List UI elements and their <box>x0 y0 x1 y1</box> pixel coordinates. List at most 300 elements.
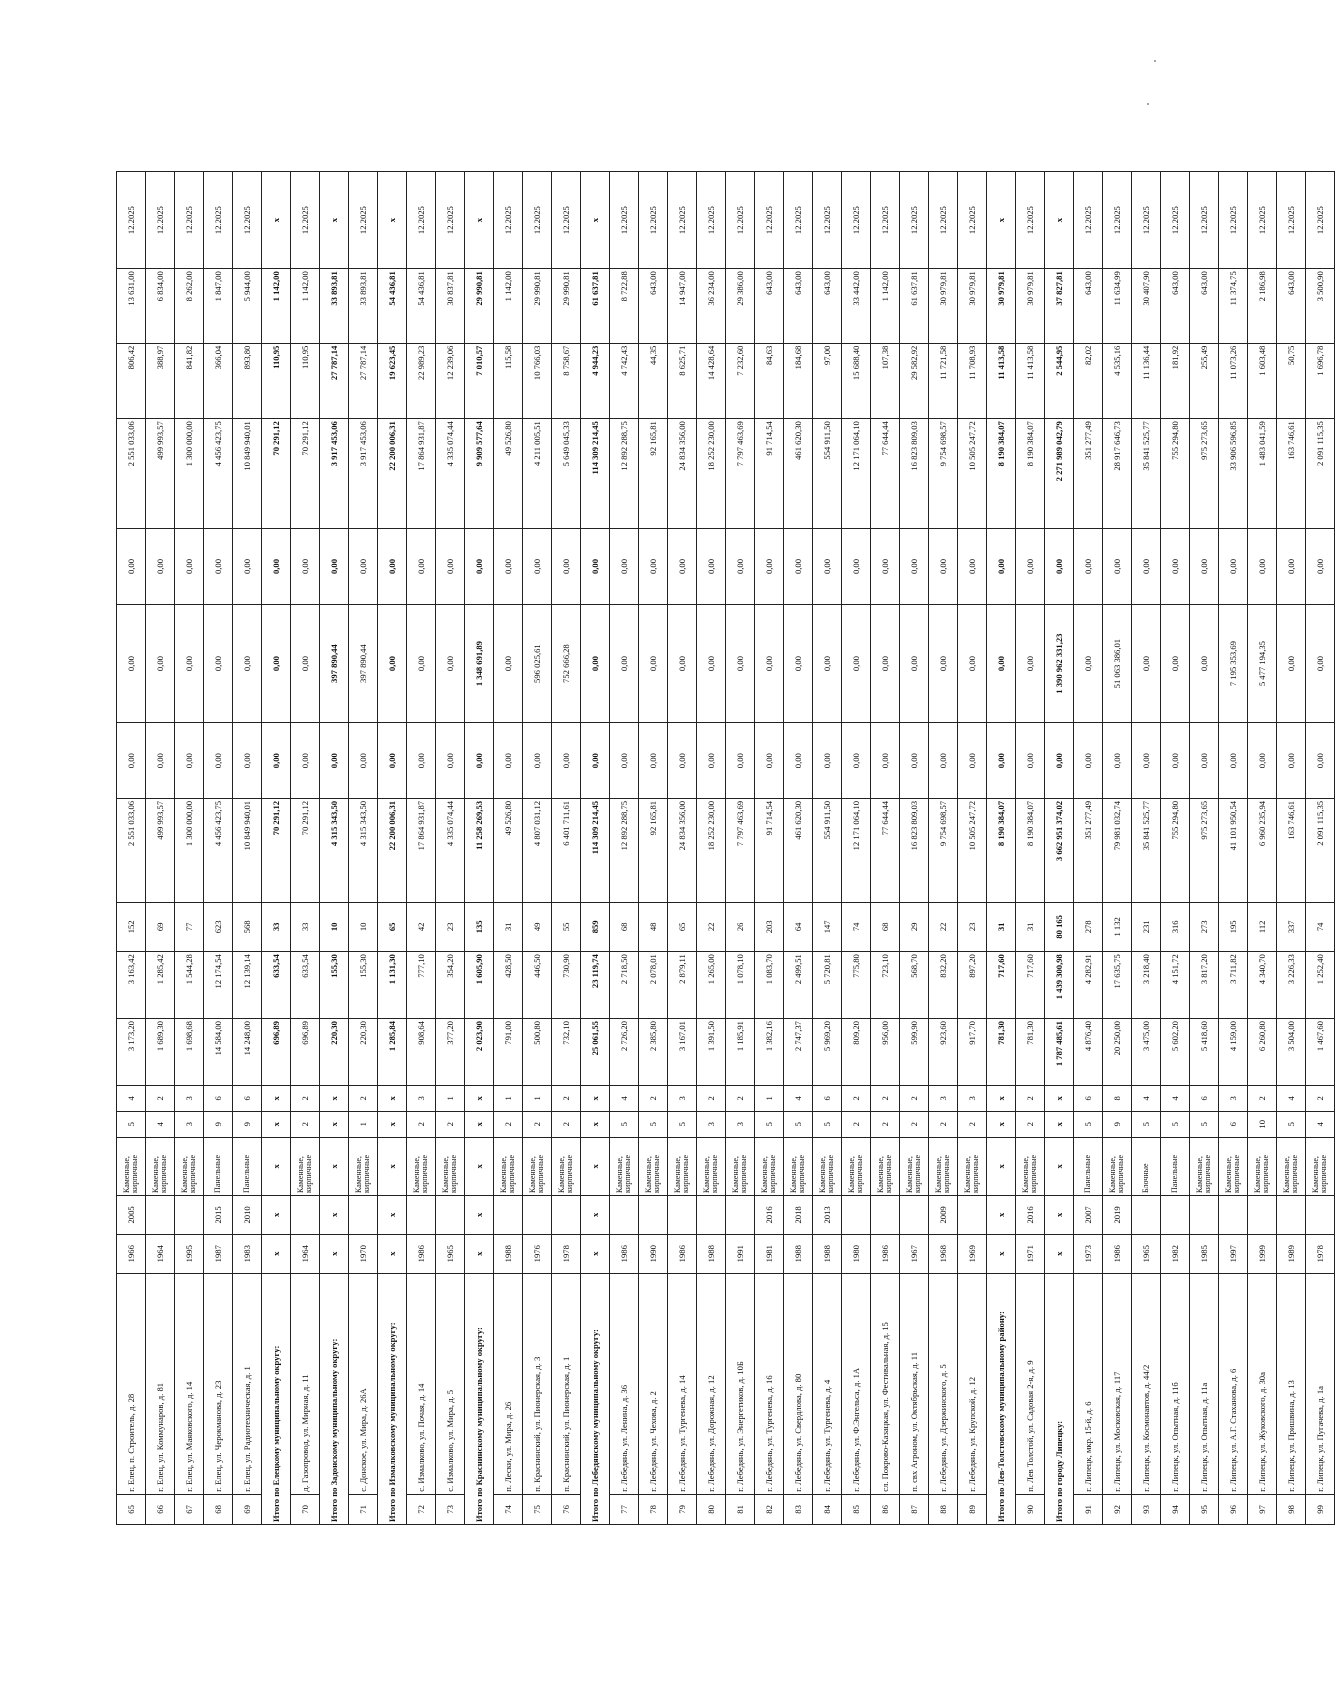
cell-material: Каменные, кирпичные <box>146 1137 175 1195</box>
cell-living-area: 4 340,70 <box>1248 952 1277 1019</box>
cell-residents: 31 <box>494 902 523 952</box>
cell-year-overhaul <box>871 1195 900 1234</box>
cell-limit-m2: 61 637,81 <box>900 269 929 343</box>
cell-fund: 0,00 <box>494 723 523 799</box>
cell-residents: 69 <box>146 902 175 952</box>
cell-limit-m2: 643,00 <box>755 269 784 343</box>
cell-municipal: 0,00 <box>1277 529 1306 605</box>
cell-no: 92 <box>1103 1494 1132 1524</box>
cell-fund: 0,00 <box>639 723 668 799</box>
cell-cost-m2: 4 944,23 <box>581 343 610 419</box>
cell-residents: 231 <box>1132 902 1161 952</box>
cell-fund: 0,00 <box>784 723 813 799</box>
cell-address: сл. Покрово-Казацкая, ул. Фестивальная, д. 15 <box>871 1273 900 1494</box>
cell-no: 73 <box>436 1494 465 1524</box>
table-row <box>117 172 146 1525</box>
cell-regional: 0,00 <box>755 604 784 723</box>
cell-year-built: 1976 <box>523 1234 552 1273</box>
cell-floors: х <box>465 1111 494 1137</box>
table-row <box>1074 172 1103 1525</box>
cell-floors: 4 <box>1306 1111 1335 1137</box>
cell-deadline: 12.2025 <box>1103 172 1132 269</box>
cell-floors: 2 <box>900 1111 929 1137</box>
cell-owners: 10 849 940,01 <box>233 419 262 529</box>
cell-entrances: 1 <box>755 1085 784 1111</box>
cell-total-area: 696,89 <box>262 1019 291 1086</box>
cell-fund: 0,00 <box>842 723 871 799</box>
cell-total-area: 781,30 <box>1016 1019 1045 1086</box>
cell-entrances: 2 <box>697 1085 726 1111</box>
cell-material: Каменные, кирпичные <box>407 1137 436 1195</box>
cell-municipal: 0,00 <box>697 529 726 605</box>
cell-year-built: 1965 <box>436 1234 465 1273</box>
cell-entrances: 2 <box>842 1085 871 1111</box>
cell-regional: 0,00 <box>1132 604 1161 723</box>
table-row <box>552 172 581 1525</box>
cell-deadline: 12.2025 <box>1074 172 1103 269</box>
cell-address: д. Газопровод, ул. Мирная, д. 11 <box>291 1273 320 1494</box>
cell-deadline: 12.2025 <box>552 172 581 269</box>
table-row <box>1161 172 1190 1525</box>
cell-limit-m2: 30 407,90 <box>1132 269 1161 343</box>
cell-deadline: х <box>581 172 610 269</box>
cell-cost-m2: 1 696,78 <box>1306 343 1335 419</box>
cell-regional: 0,00 <box>639 604 668 723</box>
cell-year-built: 1991 <box>726 1234 755 1273</box>
cell-entrances: х <box>987 1085 1016 1111</box>
cell-municipal: 0,00 <box>436 529 465 605</box>
cell-year-overhaul: х <box>581 1195 610 1234</box>
cell-total-area: 377,20 <box>436 1019 465 1086</box>
cell-regional: 0,00 <box>117 604 146 723</box>
cell-material: Каменные, кирпичные <box>552 1137 581 1195</box>
cell-year-overhaul: 2010 <box>233 1195 262 1234</box>
cell-owners: 7 797 463,69 <box>726 419 755 529</box>
cell-owners: 755 294,80 <box>1161 419 1190 529</box>
cell-material: Каменные, кирпичные <box>929 1137 958 1195</box>
cell-fund: 0,00 <box>1074 723 1103 799</box>
cell-municipal: 0,00 <box>1016 529 1045 605</box>
cell-cost-total: 11 258 269,53 <box>465 798 494 902</box>
cell-deadline: 12.2025 <box>813 172 842 269</box>
cell-living-area: 1 252,40 <box>1306 952 1335 1019</box>
cell-limit-m2: 1 142,00 <box>494 269 523 343</box>
cell-total-area: 2 747,37 <box>784 1019 813 1086</box>
cell-fund: 0,00 <box>1277 723 1306 799</box>
cell-fund: 0,00 <box>668 723 697 799</box>
cell-year-overhaul: 2018 <box>784 1195 813 1234</box>
cell-material: Каменные, кирпичные <box>494 1137 523 1195</box>
cell-entrances: 2 <box>1306 1085 1335 1111</box>
cell-municipal: 0,00 <box>726 529 755 605</box>
cell-living-area: 717,60 <box>1016 952 1045 1019</box>
cell-regional: 7 195 353,69 <box>1219 604 1248 723</box>
cell-year-built: 1986 <box>871 1234 900 1273</box>
cell-material: Каменные, кирпичные <box>668 1137 697 1195</box>
cell-year-overhaul: 2015 <box>204 1195 233 1234</box>
cell-owners: 77 644,44 <box>871 419 900 529</box>
cell-year-built: х <box>1045 1234 1074 1273</box>
cell-cost-m2: 1 603,48 <box>1248 343 1277 419</box>
table-row <box>813 172 842 1525</box>
cell-year-built: 1985 <box>1190 1234 1219 1273</box>
cell-cost-total: 70 291,12 <box>262 798 291 902</box>
cell-fund: 0,00 <box>523 723 552 799</box>
cell-material: Блочные <box>1132 1137 1161 1195</box>
cell-year-built: 1989 <box>1277 1234 1306 1273</box>
cell-year-built: х <box>320 1234 349 1273</box>
cell-municipal: 0,00 <box>1161 529 1190 605</box>
subtotal-label: Итого по Краснинскому муниципальному округу: <box>465 1273 494 1524</box>
cell-no: 67 <box>175 1494 204 1524</box>
cell-living-area: 1 605,90 <box>465 952 494 1019</box>
cell-owners: 2 271 989 042,79 <box>1045 419 1074 529</box>
cell-year-overhaul <box>349 1195 378 1234</box>
cell-no: 86 <box>871 1494 900 1524</box>
table-row <box>1248 172 1277 1525</box>
cell-municipal: 0,00 <box>987 529 1016 605</box>
cell-total-area: 20 250,00 <box>1103 1019 1132 1086</box>
table-row <box>900 172 929 1525</box>
cell-cost-total: 70 291,12 <box>291 798 320 902</box>
cell-cost-m2: 7 232,60 <box>726 343 755 419</box>
subtotal-row <box>262 172 291 1525</box>
cell-no: 94 <box>1161 1494 1190 1524</box>
cell-fund: 0,00 <box>436 723 465 799</box>
cell-municipal: 0,00 <box>610 529 639 605</box>
cell-municipal: 0,00 <box>1219 529 1248 605</box>
cell-owners: 33 906 596,85 <box>1219 419 1248 529</box>
cell-floors: 2 <box>291 1111 320 1137</box>
cell-total-area: 3 173,20 <box>117 1019 146 1086</box>
cell-fund: 0,00 <box>117 723 146 799</box>
cell-deadline: 12.2025 <box>871 172 900 269</box>
cell-year-built: х <box>262 1234 291 1273</box>
cell-living-area: 717,60 <box>987 952 1016 1019</box>
cell-cost-m2: 27 787,14 <box>349 343 378 419</box>
table-row <box>842 172 871 1525</box>
cell-regional: 0,00 <box>175 604 204 723</box>
cell-no: 70 <box>291 1494 320 1524</box>
cell-cost-total: 91 714,54 <box>755 798 784 902</box>
cell-material: Каменные, кирпичные <box>1248 1137 1277 1195</box>
cell-entrances: 4 <box>784 1085 813 1111</box>
cell-cost-total: 10 849 940,01 <box>233 798 262 902</box>
cell-owners: 4 456 423,75 <box>204 419 233 529</box>
cell-cost-m2: 8 625,71 <box>668 343 697 419</box>
cell-year-overhaul <box>958 1195 987 1234</box>
cell-owners: 2 551 033,06 <box>117 419 146 529</box>
cell-residents: 77 <box>175 902 204 952</box>
cell-living-area: 1 083,70 <box>755 952 784 1019</box>
cell-municipal: 0,00 <box>813 529 842 605</box>
cell-year-built: 1978 <box>552 1234 581 1273</box>
cell-total-area: 1 391,50 <box>697 1019 726 1086</box>
cell-material: Каменные, кирпичные <box>436 1137 465 1195</box>
cell-address: г. Елец, п. Строитель, д. 28 <box>117 1273 146 1494</box>
subtotal-row <box>465 172 494 1525</box>
cell-entrances: х <box>378 1085 407 1111</box>
subtotal-label: Итого по Измалковскому муниципальному округу: <box>378 1273 407 1524</box>
cell-cost-m2: 22 989,23 <box>407 343 436 419</box>
table-row <box>697 172 726 1525</box>
cell-address: г. Елец, ул. Радиотехническая, д. 1 <box>233 1273 262 1494</box>
cell-no: 89 <box>958 1494 987 1524</box>
cell-owners: 24 834 356,00 <box>668 419 697 529</box>
subtotal-row <box>1045 172 1074 1525</box>
cell-entrances: 2 <box>900 1085 929 1111</box>
cell-address: г. Липецк, ул. Опытная, д. 11б <box>1161 1273 1190 1494</box>
cell-floors: 5 <box>1277 1111 1306 1137</box>
cell-entrances: 6 <box>1190 1085 1219 1111</box>
cell-entrances: 3 <box>668 1085 697 1111</box>
cell-cost-total: 8 190 384,07 <box>987 798 1016 902</box>
cell-municipal: 0,00 <box>262 529 291 605</box>
cell-material: Каменные, кирпичные <box>1103 1137 1132 1195</box>
cell-entrances: 3 <box>1219 1085 1248 1111</box>
cell-living-area: 730,90 <box>552 952 581 1019</box>
cell-regional: 5 477 194,35 <box>1248 604 1277 723</box>
cell-cost-m2: 110,95 <box>291 343 320 419</box>
cell-limit-m2: 14 947,00 <box>668 269 697 343</box>
table-row <box>1103 172 1132 1525</box>
subtotal-row <box>581 172 610 1525</box>
cell-limit-m2: 1 142,00 <box>291 269 320 343</box>
cell-municipal: 0,00 <box>233 529 262 605</box>
cell-total-area: 696,89 <box>291 1019 320 1086</box>
cell-floors: х <box>581 1111 610 1137</box>
cell-address: г. Елец, ул. Маяковского, д. 14 <box>175 1273 204 1494</box>
cell-total-area: 908,64 <box>407 1019 436 1086</box>
cell-floors: 3 <box>175 1111 204 1137</box>
scan-speck <box>1154 60 1156 62</box>
cell-living-area: 2 879,11 <box>668 952 697 1019</box>
cell-living-area: 2 078,01 <box>639 952 668 1019</box>
cell-deadline: 12.2025 <box>1161 172 1190 269</box>
cell-owners: 12 892 288,75 <box>610 419 639 529</box>
cell-fund: 0,00 <box>813 723 842 799</box>
cell-address: г. Лебедянь, ул. Тургенева, д. 16 <box>755 1273 784 1494</box>
cell-cost-total: 4 315 343,50 <box>320 798 349 902</box>
cell-regional: 1 348 691,89 <box>465 604 494 723</box>
cell-municipal: 0,00 <box>494 529 523 605</box>
cell-fund: 0,00 <box>871 723 900 799</box>
cell-entrances: 3 <box>407 1085 436 1111</box>
cell-limit-m2: 30 979,81 <box>987 269 1016 343</box>
cell-cost-total: 17 864 931,87 <box>407 798 436 902</box>
cell-municipal: 0,00 <box>146 529 175 605</box>
cell-living-area: 354,20 <box>436 952 465 1019</box>
cell-total-area: 1 689,30 <box>146 1019 175 1086</box>
cell-residents: 1 132 <box>1103 902 1132 952</box>
cell-residents: 10 <box>349 902 378 952</box>
cell-year-overhaul <box>552 1195 581 1234</box>
cell-fund: 0,00 <box>1248 723 1277 799</box>
cell-material: Каменные, кирпичные <box>291 1137 320 1195</box>
cell-total-area: 2 023,90 <box>465 1019 494 1086</box>
cell-cost-total: 3 662 951 374,02 <box>1045 798 1074 902</box>
cell-entrances: 3 <box>175 1085 204 1111</box>
cell-entrances: 8 <box>1103 1085 1132 1111</box>
cell-cost-total: 2 551 033,06 <box>117 798 146 902</box>
cell-no: 93 <box>1132 1494 1161 1524</box>
cell-year-overhaul <box>1161 1195 1190 1234</box>
cell-total-area: 1 467,60 <box>1306 1019 1335 1086</box>
cell-address: г. Липецк, ул. А.Г. Стаханова, д. 6 <box>1219 1273 1248 1494</box>
cell-limit-m2: 36 234,00 <box>697 269 726 343</box>
cell-owners: 114 309 214,45 <box>581 419 610 529</box>
cell-owners: 975 273,65 <box>1190 419 1219 529</box>
cell-floors: 2 <box>842 1111 871 1137</box>
cell-year-built: 1986 <box>668 1234 697 1273</box>
cell-total-area: 781,30 <box>987 1019 1016 1086</box>
cell-cost-m2: 82,02 <box>1074 343 1103 419</box>
cell-floors: 5 <box>813 1111 842 1137</box>
cell-limit-m2: 643,00 <box>1161 269 1190 343</box>
cell-owners: 22 200 006,31 <box>378 419 407 529</box>
cell-municipal: 0,00 <box>842 529 871 605</box>
cell-floors: 9 <box>1103 1111 1132 1137</box>
cell-deadline: 12.2025 <box>610 172 639 269</box>
cell-residents: 316 <box>1161 902 1190 952</box>
cell-limit-m2: 643,00 <box>784 269 813 343</box>
cell-total-area: 1 185,91 <box>726 1019 755 1086</box>
cell-deadline: 12.2025 <box>175 172 204 269</box>
cell-limit-m2: 33 893,81 <box>320 269 349 343</box>
cell-limit-m2: 30 837,81 <box>436 269 465 343</box>
cell-address: с. Измалково, ул. Мира, д. 5 <box>436 1273 465 1494</box>
cell-limit-m2: 643,00 <box>639 269 668 343</box>
cell-fund: 0,00 <box>929 723 958 799</box>
cell-entrances: 2 <box>871 1085 900 1111</box>
cell-regional: 0,00 <box>1190 604 1219 723</box>
cell-fund: 0,00 <box>1190 723 1219 799</box>
cell-address: г. Липецк, ул. Московская, д. 117 <box>1103 1273 1132 1494</box>
cell-limit-m2: 54 436,81 <box>378 269 407 343</box>
cell-year-overhaul <box>523 1195 552 1234</box>
cell-no: 77 <box>610 1494 639 1524</box>
cell-regional: 0,00 <box>987 604 1016 723</box>
cell-owners: 3 917 453,06 <box>320 419 349 529</box>
cell-owners: 3 917 453,06 <box>349 419 378 529</box>
overhaul-register-table <box>116 171 1335 1525</box>
cell-floors: 2 <box>494 1111 523 1137</box>
cell-address: г. Лебедянь, ул. Тургенева, д. 4 <box>813 1273 842 1494</box>
cell-deadline: 12.2025 <box>204 172 233 269</box>
cell-year-built: х <box>465 1234 494 1273</box>
cell-deadline: 12.2025 <box>900 172 929 269</box>
cell-year-overhaul <box>639 1195 668 1234</box>
table-row <box>1306 172 1335 1525</box>
cell-no: 68 <box>204 1494 233 1524</box>
cell-regional: 0,00 <box>900 604 929 723</box>
cell-address: г. Липецк, ул. Опытная, д. 11а <box>1190 1273 1219 1494</box>
cell-material: Каменные, кирпичные <box>523 1137 552 1195</box>
cell-cost-m2: 15 688,40 <box>842 343 871 419</box>
table-row <box>204 172 233 1525</box>
table-row <box>233 172 262 1525</box>
cell-regional: 0,00 <box>407 604 436 723</box>
cell-fund: 0,00 <box>552 723 581 799</box>
cell-no: 97 <box>1248 1494 1277 1524</box>
cell-floors: 2 <box>407 1111 436 1137</box>
cell-total-area: 956,00 <box>871 1019 900 1086</box>
cell-address: г. Лебедянь, ул. Свердлова, д. 80 <box>784 1273 813 1494</box>
cell-floors: 3 <box>726 1111 755 1137</box>
table-row <box>175 172 204 1525</box>
cell-municipal: 0,00 <box>900 529 929 605</box>
cell-material: Каменные, кирпичные <box>958 1137 987 1195</box>
cell-year-built: 1995 <box>175 1234 204 1273</box>
cell-floors: 5 <box>668 1111 697 1137</box>
cell-living-area: 155,30 <box>349 952 378 1019</box>
cell-year-built: 1987 <box>204 1234 233 1273</box>
cell-material: Каменные, кирпичные <box>726 1137 755 1195</box>
cell-floors: 2 <box>871 1111 900 1137</box>
cell-limit-m2: 643,00 <box>1190 269 1219 343</box>
cell-year-built: 1969 <box>958 1234 987 1273</box>
cell-material: Каменные, кирпичные <box>1016 1137 1045 1195</box>
cell-municipal: 0,00 <box>378 529 407 605</box>
cell-residents: 55 <box>552 902 581 952</box>
cell-cost-m2: 110,95 <box>262 343 291 419</box>
cell-limit-m2: 8 262,00 <box>175 269 204 343</box>
cell-entrances: 3 <box>929 1085 958 1111</box>
cell-fund: 0,00 <box>1161 723 1190 799</box>
cell-fund: 0,00 <box>320 723 349 799</box>
cell-no: 71 <box>349 1494 378 1524</box>
cell-total-area: 5 418,60 <box>1190 1019 1219 1086</box>
cell-living-area: 428,50 <box>494 952 523 1019</box>
cell-year-built: 1980 <box>842 1234 871 1273</box>
cell-cost-total: 10 505 247,72 <box>958 798 987 902</box>
cell-limit-m2: 37 827,81 <box>1045 269 1074 343</box>
cell-owners: 1 300 000,00 <box>175 419 204 529</box>
cell-address: п. Краснинский, ул. Пионерская, д. 3 <box>523 1273 552 1494</box>
cell-entrances: 2 <box>1016 1085 1045 1111</box>
cell-deadline: 12.2025 <box>146 172 175 269</box>
cell-year-overhaul <box>146 1195 175 1234</box>
cell-living-area: 2 718,50 <box>610 952 639 1019</box>
cell-limit-m2: 11 634,99 <box>1103 269 1132 343</box>
cell-residents: 42 <box>407 902 436 952</box>
cell-year-built: 1970 <box>349 1234 378 1273</box>
cell-owners: 9 909 577,64 <box>465 419 494 529</box>
cell-residents: 203 <box>755 902 784 952</box>
scan-speck <box>1147 103 1149 105</box>
cell-no: 74 <box>494 1494 523 1524</box>
cell-fund: 0,00 <box>378 723 407 799</box>
cell-entrances: 4 <box>1132 1085 1161 1111</box>
cell-living-area: 1 544,28 <box>175 952 204 1019</box>
cell-fund: 0,00 <box>233 723 262 799</box>
cell-municipal: 0,00 <box>958 529 987 605</box>
cell-cost-m2: 12 239,06 <box>436 343 465 419</box>
cell-cost-m2: 50,75 <box>1277 343 1306 419</box>
cell-cost-total: 8 190 384,07 <box>1016 798 1045 902</box>
cell-limit-m2: 29 990,81 <box>465 269 494 343</box>
rotated-table-container <box>116 171 1328 1525</box>
subtotal-label: Итого по Лев-Толстовскому муниципальному району: <box>987 1273 1016 1524</box>
cell-municipal: 0,00 <box>407 529 436 605</box>
cell-no: 83 <box>784 1494 813 1524</box>
cell-year-overhaul <box>726 1195 755 1234</box>
cell-year-built: 1997 <box>1219 1234 1248 1273</box>
cell-year-overhaul <box>1248 1195 1277 1234</box>
cell-cost-m2: 19 623,45 <box>378 343 407 419</box>
cell-material: х <box>465 1137 494 1195</box>
cell-entrances: 4 <box>1161 1085 1190 1111</box>
